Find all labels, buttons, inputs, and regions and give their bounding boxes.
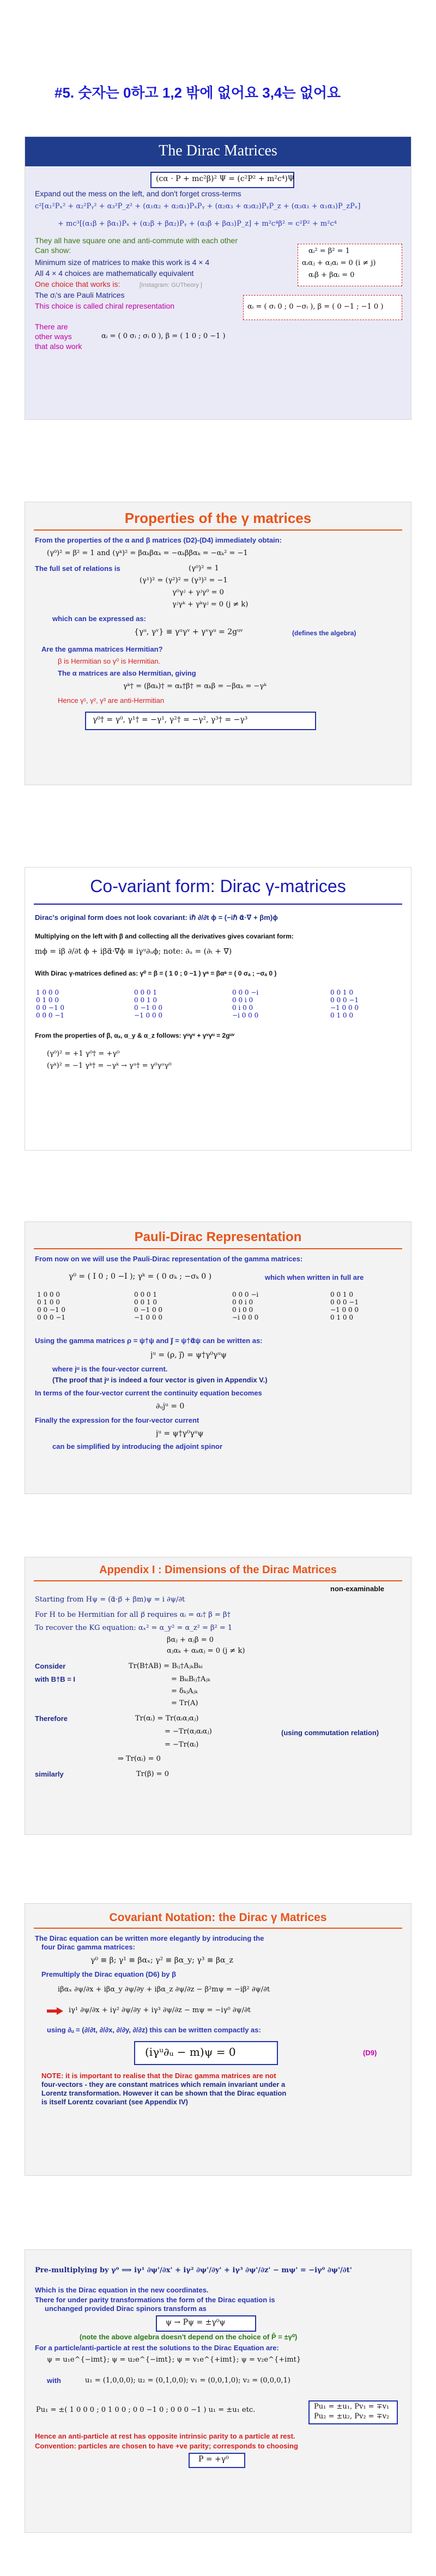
eq-rel-3: γ⁰γʲ + γʲγ⁰ = 0 (172, 588, 224, 597)
title-divider (34, 904, 402, 905)
eq-trace-beta: Tr(β) = 0 (136, 1770, 169, 1778)
eq-gamma0-props: (γ⁰)² = +1 γ⁰† = +γ⁰ (47, 1050, 120, 1058)
red-arrow (47, 2007, 63, 2015)
bullet-square-one: They all have square one and anti-commute with each other (35, 236, 238, 245)
line-anti-particle: Hence an anti-particle at rest has opposite intrinsic parity to a particle at rest. (35, 2432, 295, 2440)
label-with: with (47, 2376, 61, 2385)
relation-beta: αᵢβ + βαᵢ = 0 (308, 271, 355, 279)
line-expressed: which can be expressed as: (52, 615, 146, 623)
title-divider (34, 1928, 402, 1929)
line-premultiply: Premultiply the Dirac equation (D6) by β (41, 1970, 177, 1978)
non-examinable-label: non-examinable (330, 1585, 384, 1593)
eq-parity-result-1: P̂u₁ = ±u₁, P̂v₁ = ∓v₁ (314, 2403, 390, 2411)
eq-hamiltonian: Starting from Ĥψ = (α⃗·p⃗ + βm)ψ = i ∂ψ/∂t (35, 1596, 185, 1604)
line-defined-as: With Dirac γ-matrices defined as: γ⁰ = β = ( 1 0 ; 0 −1 ) γᵃ = βαᵃ = ( 0 σₐ ; −σₐ 0 ) (35, 970, 277, 977)
eq-hermitian-req: For Ĥ to be Hermitian for all p⃗ requires αᵢ = αᵢ† β = β† (35, 1611, 231, 1619)
line-note-4: is itself Lorentz covariant (see Appendix IV) (41, 2098, 188, 2106)
eq-trace-2: = BₖᵢBᵢⱼ†Aⱼₖ (171, 1675, 210, 1683)
line-rest-solutions: For a particle/anti-particle at rest the solutions to the Dirac Equation are: (35, 2344, 279, 2352)
eq-trace-alpha-2: = −Tr(αⱼαᵢαⱼ) (165, 1728, 212, 1736)
eq-premultiplied: iβαₓ ∂ψ/∂x + iβα_y ∂ψ/∂y + iβα_z ∂ψ/∂z − β²mψ = −iβ² ∂ψ/∂t (58, 1985, 270, 1994)
eq-spinors: u₁ = (1,0,0,0); u₂ = (0,1,0,0); v₁ = (0,0,1,0); v₂ = (0,0,0,1) (85, 2376, 290, 2385)
eq-trace-alpha-3: = −Tr(αᵢ) (165, 1741, 199, 1749)
slide-dirac-matrices (25, 136, 411, 420)
label-therefore: Therefore (35, 1714, 68, 1723)
gamma1-full: 0 0 0 1 0 0 1 0 0 −1 0 0 −1 0 0 0 (134, 1291, 163, 1321)
eq-parity-result-2: P̂u₂ = ±u₂, P̂v₂ = ∓v₂ (314, 2412, 390, 2421)
line-full-set: The full set of relations is (35, 564, 120, 573)
label-similarly: similarly (35, 1770, 64, 1778)
line-parity-2: unchanged provided Dirac spinors transform as (45, 2304, 207, 2313)
line-properties: From the properties of the α and β matrices (D2)-(D4) immediately obtain: (35, 536, 282, 544)
slide-title: Appendix I : Dimensions of the Dirac Matrices (99, 1564, 337, 1576)
slide-gamma-properties (25, 502, 411, 785)
line-using-derivative: using ∂ᵤ = (∂/∂t, ∂/∂x, ∂/∂y, ∂/∂z) this can be written compactly as: (47, 2026, 261, 2034)
note-commutation: (using commutation relation) (281, 1729, 379, 1737)
eq-gammak-props: (γᵏ)² = −1 γᵏ† = −γᵏ → γᵘ† = γ⁰γᵘγ⁰ (47, 1062, 172, 1070)
watermark-note: [Instagram: GUTheory ] (140, 282, 202, 288)
eq-current-again: jᵘ = ψ†γ⁰γᵘψ (156, 1429, 204, 1438)
line-note-3: Lorentz transformation. However it can be shown that the Dirac equation (41, 2089, 287, 2097)
bullet-equivalent: All 4 × 4 choices are mathematically equivalent (35, 269, 194, 278)
eq-trace-1: Tr(B†AB) = Bᵢⱼ†AⱼₖBₖᵢ (129, 1662, 203, 1670)
line-algebra-note: (note the above algebra doesn't depend on the choice of P̂ = ±γ⁰) (80, 2333, 298, 2341)
eq-parity-transform: ψ → P̂ψ = ±γ⁰ψ (166, 2318, 226, 2327)
gamma0-full: 1 0 0 0 0 1 0 0 0 0 −1 0 0 0 0 −1 (37, 1291, 66, 1321)
title-divider (34, 1580, 402, 1581)
eq-gamma-form: iγ¹ ∂ψ/∂x + iγ² ∂ψ/∂y + iγ³ ∂ψ/∂z − mψ = −iγ⁰ ∂ψ/∂t (69, 2006, 251, 2014)
slide-covariant-notation (25, 1903, 411, 2176)
eq-gamma-defs: γ⁰ ≡ β; γ¹ ≡ βαₓ; γ² ≡ βα_y; γ³ ≡ βα_z (90, 1956, 233, 1965)
line-from-now: From now on we will use the Pauli-Dirac representation of the gamma matrices: (35, 1255, 303, 1263)
line-multiplying: Multiplying on the left with β and collecting all the derivatives gives covariant form: (35, 932, 294, 940)
eq-continuity: ∂ᵤjᵘ = 0 (156, 1402, 185, 1411)
label-consider: Consider (35, 1662, 66, 1670)
gamma1-matrix: 0 0 0 1 0 0 1 0 0 −1 0 0 −1 0 0 0 (134, 989, 163, 1019)
line-anti-hermitian: Hence γ¹, γ², γ³ are anti-Hermitian (58, 696, 165, 705)
gamma0-matrix: 1 0 0 0 0 1 0 0 0 0 −1 0 0 0 0 −1 (36, 989, 65, 1019)
gamma2-full: 0 0 0 −i 0 0 i 0 0 i 0 0 −i 0 0 0 (232, 1291, 259, 1321)
bullet-minimum-size: Minimum size of matrices to make this work is 4 × 4 (35, 258, 210, 267)
slide-title: Properties of the γ matrices (124, 510, 312, 526)
eq-parity-action: P̂u₁ = ±( 1 0 0 0 ; 0 1 0 0 ; 0 0 −1 0 ; 0 0 0 −1 ) u₁ = ±u₁ etc. (36, 2406, 256, 2414)
eq-trace-3: = δₖⱼAⱼₖ (171, 1687, 198, 1695)
eq-rel-1: (γ⁰)² = 1 (189, 564, 219, 573)
other-representation: αᵢ = ( 0 σᵢ ; σᵢ 0 ), β = ( 1 0 ; 0 −1 ) (101, 332, 226, 340)
gamma2-matrix: 0 0 0 −i 0 0 i 0 0 i 0 0 −i 0 0 0 (232, 989, 259, 1019)
main-equation: (cα · P + mc²β)² Ψ = (c²P² + m²c⁴)Ψ (156, 174, 295, 183)
eq-anticomm-alpha: αⱼαₖ + αₖαⱼ = 0 (j ≠ k) (167, 1647, 245, 1655)
bullet-other-ways-1: There are (35, 322, 68, 331)
line-follows: From the properties of β, αₓ, α_y & α_z follows: γᵘγᵛ + γᵛγᵘ = 2gᵘᵛ (35, 1032, 235, 1039)
line-beta-hermitian: β is Hermitian so γ⁰ is Hermitian. (58, 657, 161, 665)
eq-anticommutator: {γᵘ, γᵛ} ≡ γᵘγᵛ + γᵛγᵘ = 2gᵘᵛ (134, 628, 243, 636)
line-note-2: four-vectors - they are constant matrices which remain invariant under a (41, 2080, 286, 2089)
line-using-gamma: Using the gamma matrices ρ = ψ†ψ and j⃗ = ψ†α⃗ψ can be written as: (35, 1337, 263, 1345)
line-continuity: In terms of the four-vector current the continuity equation becomes (35, 1389, 262, 1397)
eq-gamma-dagger: γᵏ† = (βαₖ)† = αₖ†β† = αₖβ = −βαₖ = −γᵏ (123, 682, 267, 690)
line-hermitian-question: Are the gamma matrices Hermitian? (41, 645, 163, 653)
line-alpha-hermitian: The α matrices are also Hermitian, giving (58, 669, 196, 677)
slide-title: Covariant Notation: the Dirac γ Matrices (109, 1911, 327, 1924)
line-proof: (The proof that jᵘ is indeed a four vector is given in Appendix V.) (52, 1376, 268, 1384)
can-show-label: Can show: (35, 246, 71, 255)
eq-tag-d9: (D9) (363, 2049, 377, 2057)
eq-anticomm-beta: βαⱼ + αⱼβ = 0 (167, 1636, 214, 1644)
line-new-coords: Which is the Dirac equation in the new coordinates. (35, 2286, 209, 2294)
eq-trace-zero: ⇒ Tr(αᵢ) = 0 (118, 1755, 161, 1763)
line-algebra-note: (defines the algebra) (292, 629, 356, 637)
eq-dagger-summary: γ⁰† = γ⁰, γ¹† = −γ¹, γ²† = −γ², γ³† = −γ³ (93, 715, 248, 724)
line-written-full: which when written in full are (265, 1273, 364, 1281)
chiral-matrices: αᵢ = ( σᵢ 0 ; 0 −σᵢ ), β = ( 0 −1 ; −1 0 ) (247, 303, 384, 311)
bullet-pauli: The σᵢ's are Pauli Matrices (35, 291, 125, 299)
eq-gamma-squares: (γ⁰)² = β² = 1 and (γᵏ)² = βαₖβαₖ = −αₖββαₖ = −αₖ² = −1 (47, 549, 248, 557)
gamma3-matrix: 0 0 1 0 0 0 0 −1 −1 0 0 0 0 1 0 0 (330, 989, 359, 1019)
eq-four-current: jᵘ = (ρ, j⃗) = ψ†γ⁰γᵘψ (150, 1351, 227, 1359)
line-four-vector: where jᵘ is the four-vector current. (52, 1365, 168, 1373)
eq-trace-4: = Tr(A) (171, 1699, 198, 1707)
slide-title: Co-variant form: Dirac γ-matrices (90, 876, 346, 896)
label-with: with B†B = I (35, 1675, 76, 1683)
relation-square: αᵢ² = β² = 1 (308, 247, 350, 255)
gamma3-full: 0 0 1 0 0 0 0 −1 −1 0 0 0 0 1 0 0 (330, 1291, 359, 1321)
slide-covariant-form (25, 867, 411, 1151)
line-convention: Convention: particles are chosen to have +ve parity; corresponds to choosing (35, 2442, 298, 2450)
line-finally: Finally the expression for the four-vector current (35, 1416, 199, 1424)
bullet-chiral: This choice is called chiral representation (35, 302, 175, 310)
eq-dirac-covariant: (iγᵘ∂ᵤ − m)ψ = 0 (145, 2045, 236, 2059)
slide-title: Pauli-Dirac Representation (134, 1230, 302, 1244)
eq-covariant: mϕ = iβ ∂/∂t ϕ + iβα⃗·∇⃗ϕ ≡ iγᵘ∂ᵤϕ; note: ∂ᵤ = (∂ₜ + ∇⃗) (35, 947, 232, 956)
eq-rel-2: (γ¹)² = (γ²)² = (γ³)² = −1 (140, 576, 228, 585)
bullet-expand: Expand out the mess on the left, and don't forget cross-terms (35, 189, 241, 198)
slide-title: The Dirac Matrices (159, 142, 277, 159)
slide-appendix-dimensions (25, 1557, 411, 1835)
line-original-form: Dirac's original form does not look covariant: iℏ ∂/∂t ϕ = (−iℏ α⃗·∇⃗ + βm)ϕ (35, 913, 278, 922)
eq-premultiplying: Pre-multiplying by γ⁰ ⟹ iγ¹ ∂ψ'/∂x' + iγ² ∂ψ'/∂y' + iγ³ ∂ψ'/∂z' − mψ' = −iγ⁰ ∂ψ'/∂t' (35, 2266, 352, 2274)
slide-parity (25, 2249, 411, 2533)
line-elegantly: The Dirac equation can be written more elegantly by introducing the (35, 1934, 264, 1942)
title-divider (34, 529, 402, 531)
eq-pauli-dirac: γ⁰ = ( I 0 ; 0 −I ); γᵏ = ( 0 σₖ ; −σₖ 0 ) (69, 1272, 212, 1281)
title-divider (34, 1248, 402, 1249)
eq-rel-4: γʲγᵏ + γᵏγʲ = 0 (j ≠ k) (172, 600, 249, 609)
line-parity-1: There for under parity transformations the form of the Dirac equation is (35, 2296, 275, 2304)
relation-anticommute: αᵢαⱼ + αⱼαᵢ = 0 (i ≠ j) (302, 259, 376, 267)
slide-pauli-dirac (25, 1221, 411, 1494)
line-adjoint: can be simplified by introducing the adjoint spinor (52, 1442, 223, 1450)
bullet-one-choice: One choice that works is: (35, 280, 120, 288)
line-four-gammas: four Dirac gamma matrices: (41, 1943, 135, 1951)
eq-trace-alpha-1: Tr(αᵢ) = Tr(αᵢαⱼαⱼ) (135, 1714, 199, 1723)
page-heading: #5. 숫자는 0하고 1,2 밖에 없어요 3,4는 없어요 (55, 85, 341, 101)
equation-expanded-1: c²[α₁²P̂ₓ² + α₂²P̂ᵧ² + α₃²P̂_z² + (α₁α₂ + α₂α₁)P̂ₓP̂ᵧ + (α₂α₃ + α₃α₂)P̂ᵧP̂_z + (α₃α₁ + α₁α₃)P̂_zP̂ₓ] (35, 202, 361, 210)
line-note-1: NOTE: it is important to realise that the Dirac gamma matrices are not (41, 2072, 276, 2080)
equation-expanded-2: + mc³[(α₁β + βα₁)P̂ₓ + (α₂β + βα₂)P̂ᵧ + (α₃β + βα₃)P̂_z] + m²c⁴β² = c²P̂² + m²c⁴ (58, 220, 337, 228)
bullet-other-ways-2: other ways (35, 332, 72, 341)
eq-rest-solutions: ψ = u₁e^{−imt}; ψ = u₂e^{−imt}; ψ = v₁e^{+imt}; ψ = v₂e^{+imt} (47, 2356, 301, 2364)
bullet-other-ways-3: that also work (35, 342, 82, 351)
eq-kg-recover: To recover the KG equation: αₓ² = α_y² = α_z² = β² = 1 (35, 1624, 233, 1632)
eq-convention: P̂ = +γ⁰ (198, 2455, 229, 2464)
